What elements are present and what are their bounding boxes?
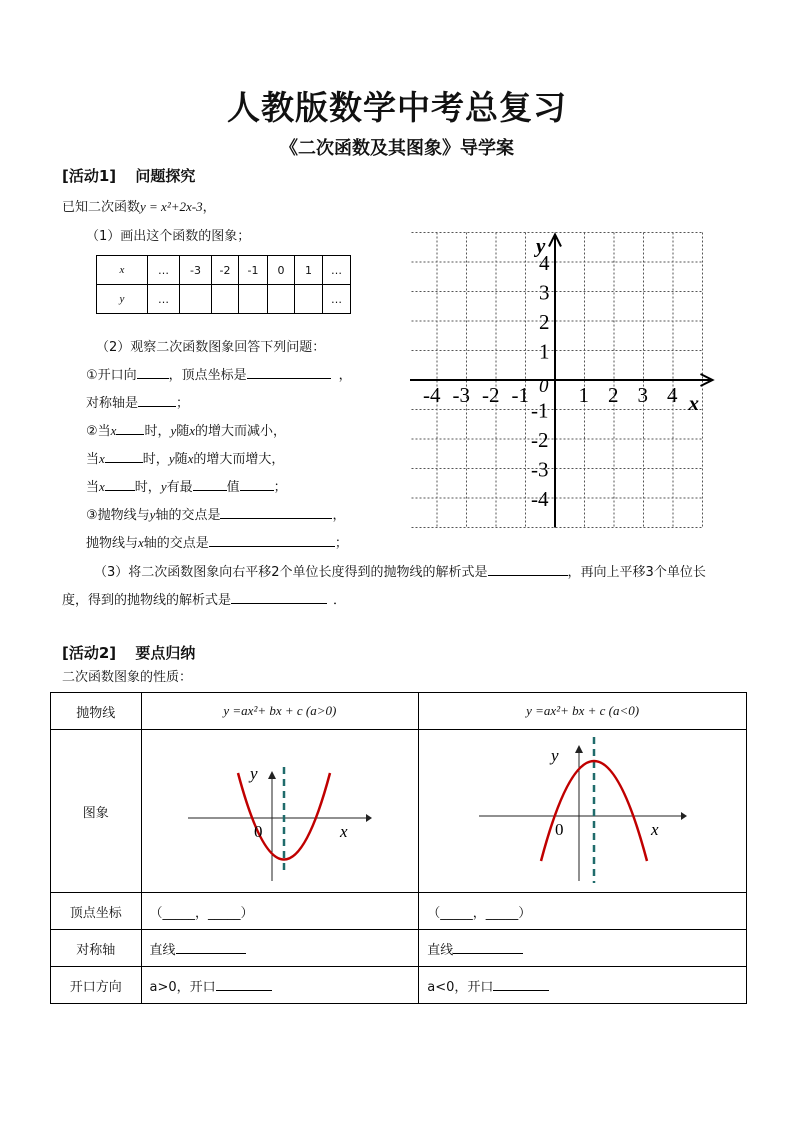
table-cell: … (323, 285, 351, 314)
activity2-title: 要点归纳 (135, 644, 196, 662)
y-arrow (575, 745, 583, 753)
activity2-bracket: [活动2] (62, 644, 117, 662)
text: 时， (142, 452, 169, 467)
activity2-intro: 二次函数图象的性质： (62, 670, 193, 685)
row-label: 图象 (51, 730, 142, 893)
question-2: （2）观察二次函数图象回答下列问题： (96, 340, 326, 355)
line-increase (86, 448, 284, 467)
y-tick-label: 3 (539, 280, 550, 305)
y-label: y (551, 746, 559, 765)
intro-prefix: 已知二次函数 (62, 200, 141, 215)
activity2-heading (62, 642, 195, 663)
blank-field[interactable] (231, 591, 327, 604)
header-cell: y =ax²+ bx + c (a>0) (141, 693, 419, 730)
activity1-intro (62, 196, 216, 215)
text: a>0，开口 (149, 979, 216, 995)
text: ， (338, 368, 352, 383)
text: 随 (176, 424, 190, 439)
y-tick-label: 4 (539, 251, 550, 275)
table-row (51, 967, 747, 1004)
text: x (138, 535, 144, 550)
blank-field[interactable] (176, 941, 246, 954)
x-tick-label: -1 (511, 383, 529, 407)
text: ； (176, 396, 190, 411)
text: x (99, 451, 105, 466)
activity1-bracket: [活动1] (62, 167, 117, 185)
text: y (170, 423, 177, 438)
blank-field[interactable] (240, 478, 274, 491)
coordinate-grid (410, 222, 730, 534)
x-axis-label: x (688, 391, 699, 415)
text: 值 (226, 480, 240, 495)
page-subtitle: 《二次函数及其图象》导学案 (280, 138, 514, 159)
text: x (189, 423, 196, 438)
table-row-y (97, 285, 351, 314)
parabola-down-graph (419, 731, 739, 891)
text: 当 (86, 452, 100, 467)
table-cell: … (148, 256, 180, 285)
question-1: （1）画出这个函数的图象； (86, 229, 251, 244)
y-axis-label: y (536, 233, 546, 258)
intro-formula: y = x²+2x-3 (140, 199, 203, 214)
y-tick-label: -4 (531, 487, 549, 511)
x-tick-label: -2 (482, 383, 500, 407)
text: a<0，开口 (427, 979, 494, 995)
text: 当 (86, 480, 100, 495)
text: y (160, 479, 167, 494)
text: ， (332, 508, 346, 523)
text: （3）将二次函数图象向右平移2个单位长度得到的抛物线的解析式是 (94, 565, 488, 580)
blank-field[interactable] (105, 478, 135, 491)
y-tick-label: 2 (539, 310, 550, 334)
text: y (168, 451, 175, 466)
text: ． (333, 593, 347, 608)
table-cell: y (97, 285, 148, 314)
table-cell[interactable] (268, 285, 295, 314)
table-cell[interactable] (239, 285, 268, 314)
open-cell-pos (141, 967, 419, 1004)
table-row (51, 930, 747, 967)
text: y (149, 507, 156, 522)
text: 度，得到的抛物线的解析式是 (62, 593, 232, 608)
blank-field[interactable] (453, 941, 523, 954)
question-3-line2 (62, 589, 346, 608)
grid-axes (410, 235, 713, 528)
text: ①开口向 (86, 368, 137, 383)
header-cell: 抛物线 (51, 693, 142, 730)
table-cell: x (97, 256, 148, 285)
blank-field[interactable] (220, 506, 332, 519)
line-y-intercept (86, 504, 345, 523)
text: 时， (144, 424, 171, 439)
x-tick-label: -3 (452, 383, 470, 407)
y-tick-label: -2 (531, 428, 549, 452)
blank-field[interactable] (493, 978, 549, 991)
table-cell: 0 (268, 256, 295, 285)
blank-field[interactable] (488, 563, 568, 576)
line-axis (86, 392, 189, 411)
text: 的增大而减小， (195, 424, 287, 439)
x-tick-label: 3 (637, 383, 648, 407)
graph-cell-pos (141, 730, 419, 893)
properties-table (50, 692, 747, 1004)
x-tick-label: -4 (423, 383, 441, 407)
y-tick-label: -3 (531, 457, 549, 482)
vertex-cell-neg[interactable]: （_____，_____） (419, 893, 747, 930)
table-cell: -1 (239, 256, 268, 285)
table-row (51, 893, 747, 930)
open-cell-neg (419, 967, 747, 1004)
text: ； (273, 480, 287, 495)
text: ； (334, 536, 348, 551)
axis-cell-neg (419, 930, 747, 967)
axis-cell-pos (141, 930, 419, 967)
table-cell: 1 (295, 256, 323, 285)
table-row (51, 730, 747, 893)
vertex-cell-pos[interactable]: （_____，_____） (141, 893, 419, 930)
x-tick-label: 4 (667, 383, 678, 407)
text: ②当 (86, 424, 111, 439)
x-arrow (366, 814, 372, 822)
blank-field[interactable] (138, 394, 176, 407)
origin-label: 0 (555, 820, 564, 839)
x-label: x (339, 822, 348, 841)
y-arrow (268, 771, 276, 779)
text: 的增大而增大， (193, 452, 285, 467)
origin-label: 0 (253, 822, 263, 841)
x-tick-label: 2 (608, 383, 619, 407)
x-tick-label: 1 (578, 383, 589, 407)
line-x-intercept (86, 532, 348, 551)
text: ，顶点坐标是 (168, 368, 247, 383)
table-row (51, 693, 747, 730)
blank-field[interactable] (105, 450, 143, 463)
text: x (110, 423, 117, 438)
blank-field[interactable] (137, 366, 169, 379)
grid-labels (423, 234, 699, 512)
line-opening (86, 364, 352, 383)
question-3-line1 (94, 561, 706, 580)
table-cell: … (323, 256, 351, 285)
text: ③抛物线与 (86, 508, 150, 523)
text: 有最 (166, 480, 193, 495)
table-cell[interactable] (212, 285, 239, 314)
table-cell: … (148, 285, 180, 314)
blank-field[interactable] (116, 422, 144, 435)
value-table (96, 255, 351, 314)
x-label: x (651, 820, 659, 839)
table-cell[interactable] (295, 285, 323, 314)
text: 对称轴是 (86, 396, 139, 411)
table-row-x (97, 256, 351, 285)
text: 轴的交点是 (155, 508, 221, 523)
blank-field[interactable] (193, 478, 227, 491)
y-tick-label: -1 (531, 398, 549, 423)
text: 时， (134, 480, 161, 495)
blank-field[interactable] (247, 366, 331, 379)
table-cell: -2 (212, 256, 239, 285)
intro-suffix: ， (202, 200, 216, 215)
x-arrow (681, 812, 687, 820)
text: 直线 (149, 942, 176, 958)
y-label: y (249, 764, 258, 783)
table-cell[interactable] (180, 285, 212, 314)
blank-field[interactable] (209, 534, 335, 547)
activity1-title: 问题探究 (135, 167, 196, 185)
parabola-up-graph (142, 731, 412, 891)
row-label: 对称轴 (51, 930, 142, 967)
text: 抛物线与 (86, 536, 139, 551)
line-decrease (86, 420, 286, 439)
line-extreme (86, 476, 287, 495)
row-label: 开口方向 (51, 967, 142, 1004)
text: 直线 (427, 942, 454, 958)
text: x (187, 451, 194, 466)
header-cell: y =ax²+ bx + c (a<0) (419, 693, 747, 730)
page-title: 人教版数学中考总复习 (227, 88, 567, 127)
text: 轴的交点是 (143, 536, 209, 551)
table-cell: -3 (180, 256, 212, 285)
row-label: 顶点坐标 (51, 893, 142, 930)
graph-cell-neg (419, 730, 747, 893)
text: x (99, 479, 105, 494)
y-tick-label: 1 (539, 339, 550, 364)
origin-label: 0 (539, 376, 549, 397)
blank-field[interactable] (216, 978, 272, 991)
text: ，再向上平移3个单位长 (567, 565, 706, 580)
text: 随 (174, 452, 188, 467)
activity1-heading (62, 165, 195, 186)
